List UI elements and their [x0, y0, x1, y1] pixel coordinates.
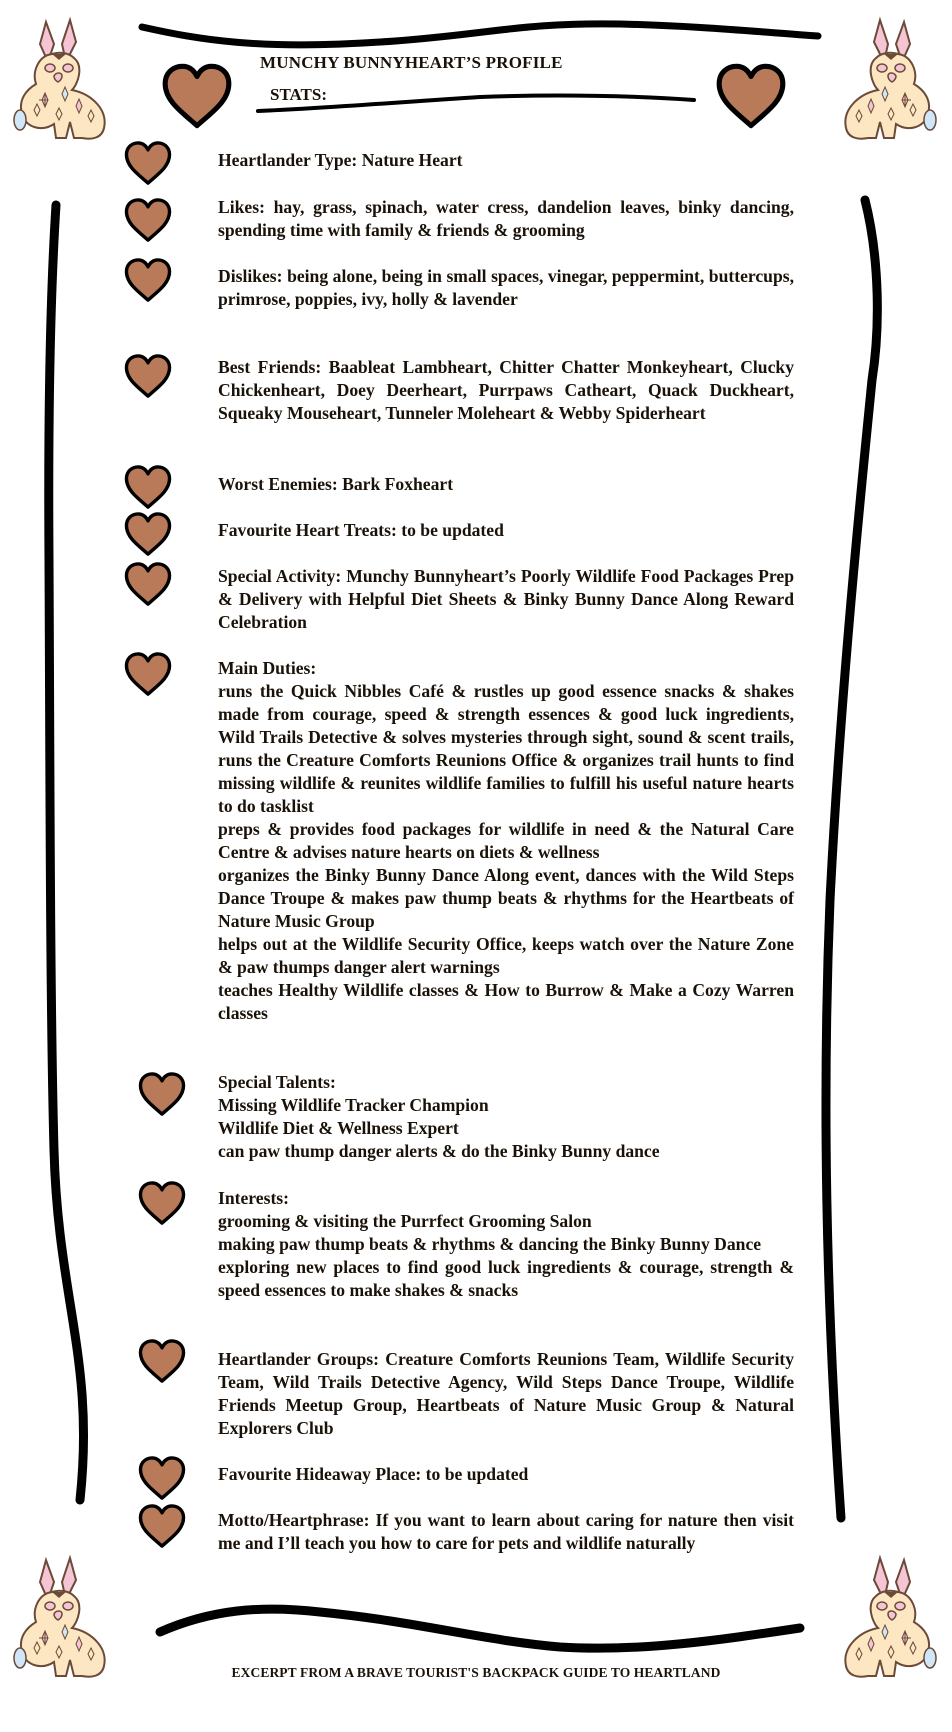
- duty-item: runs the Quick Nibbles Café & rustles up good essence snacks & shakes made from courage, speed & strength essences & good luck ingredients, Wild Trails Detective & solves mysteries through sight, sound & scent trails, runs the Creature Comforts Reunions Office & organizes trail hunts to find missing wildlife & reunites wildlife families to fulfill his useful nature hearts to do tasklist: [218, 681, 794, 816]
- bunny-illustration-bottom-right: [838, 1552, 938, 1680]
- section-interests: [218, 1187, 794, 1302]
- section-label: Dislikes:: [218, 266, 283, 286]
- section-value: Baableat Lambheart, Chitter Chatter Monkeyheart, Clucky Chickenheart, Doey Deerheart, Purrpaws Catheart, Quack Duckheart, Squeaky Mouseheart, Tunneler Moleheart & Webby Spiderheart: [218, 357, 794, 423]
- bunny-illustration-bottom-left: [12, 1552, 112, 1680]
- section-value: Nature Heart: [361, 150, 463, 170]
- section-heartlander-type: [218, 149, 794, 172]
- talent-item: Missing Wildlife Tracker Champion: [218, 1095, 489, 1115]
- section-label: Special Talents:: [218, 1072, 336, 1092]
- interest-item: exploring new places to find good luck ingredients & courage, strength & speed essences to make shakes & snacks: [218, 1257, 794, 1300]
- heart-icon: [135, 1071, 189, 1117]
- heart-icon: [135, 1338, 189, 1384]
- heart-icon: [121, 561, 175, 607]
- section-favourite-hideaway-place: [218, 1463, 794, 1486]
- footer-caption: EXCERPT FROM A BRAVE TOURIST'S BACKPACK GUIDE TO HEARTLAND: [231, 1665, 721, 1680]
- heart-icon: [121, 651, 175, 697]
- heart-icon-header-left: [156, 62, 238, 130]
- heart-icon: [121, 257, 175, 303]
- section-label: Special Activity:: [218, 566, 342, 586]
- section-label: Heartlander Groups:: [218, 1349, 380, 1369]
- section-value: to be updated: [401, 520, 504, 540]
- heart-icon: [121, 197, 175, 243]
- heart-icon: [121, 140, 175, 186]
- bunny-illustration-top-right: [838, 14, 938, 142]
- section-label: Interests:: [218, 1188, 290, 1208]
- section-special-activity: [218, 565, 794, 634]
- section-value: Creature Comforts Reunions Team, Wildlife Security Team, Wild Trails Detective Agency, Wild Steps Dance Troupe, Wildlife Friends Meetup Group, Heartbeats of Nature Music Group & Natural Explorers Club: [218, 1349, 794, 1438]
- section-label: Main Duties:: [218, 658, 317, 678]
- section-value: being alone, being in small spaces, vinegar, peppermint, buttercups, primrose, poppies, ivy, holly & lavender: [218, 266, 794, 309]
- section-value: Bark Foxheart: [342, 474, 454, 494]
- heart-icon-header-right: [710, 62, 792, 130]
- heart-icon: [121, 353, 175, 399]
- section-main-duties: [218, 657, 794, 1025]
- section-label: Best Friends:: [218, 357, 322, 377]
- duty-item: helps out at the Wildlife Security Office, keeps watch over the Nature Zone & paw thumps danger alert warnings: [218, 934, 794, 977]
- page-title: MUNCHY BUNNYHEART’S PROFILE: [260, 53, 563, 72]
- heart-icon: [135, 1455, 189, 1501]
- section-motto: [218, 1509, 794, 1555]
- section-label: Motto/Heartphrase:: [218, 1510, 370, 1530]
- section-label: Heartlander Type:: [218, 150, 358, 170]
- heart-icon: [121, 511, 175, 557]
- interest-item: grooming & visiting the Purrfect Grooming Salon: [218, 1211, 592, 1231]
- section-label: Favourite Hideaway Place:: [218, 1464, 422, 1484]
- duty-item: teaches Healthy Wildlife classes & How to Burrow & Make a Cozy Warren classes: [218, 980, 794, 1023]
- talent-item: can paw thump danger alerts & do the Binky Bunny dance: [218, 1141, 660, 1161]
- heart-icon: [135, 1503, 189, 1549]
- talent-item: Wildlife Diet & Wellness Expert: [218, 1118, 459, 1138]
- section-special-talents: [218, 1071, 794, 1163]
- heart-icon: [121, 464, 175, 510]
- section-label: Favourite Heart Treats:: [218, 520, 397, 540]
- right-border-line: [826, 200, 877, 1518]
- interest-item: making paw thump beats & rhythms & dancing the Binky Bunny Dance: [218, 1234, 762, 1254]
- section-likes: [218, 196, 794, 242]
- section-value: to be updated: [425, 1464, 529, 1484]
- section-label: Worst Enemies:: [218, 474, 338, 494]
- section-value: Munchy Bunnyheart’s Poorly Wildlife Food Packages Prep & Delivery with Helpful Diet Sheets & Binky Bunny Dance Along Reward Celebration: [218, 566, 794, 632]
- section-label: Likes:: [218, 197, 265, 217]
- bottom-wave-line: [160, 1609, 800, 1648]
- left-border-line: [49, 205, 84, 1500]
- stats-heading: STATS:: [270, 85, 328, 104]
- section-value: If you want to learn about caring for nature then visit me and I’ll teach you how to care for pets and wildlife naturally: [218, 1510, 794, 1553]
- section-heartlander-groups: [218, 1348, 794, 1440]
- duty-item: preps & provides food packages for wildlife in need & the Natural Care Centre & advises nature hearts on diets & wellness: [218, 819, 794, 862]
- duty-item: organizes the Binky Bunny Dance Along event, dances with the Wild Steps Dance Troupe & makes paw thump beats & rhythms for the Heartbeats of Nature Music Group: [218, 865, 794, 931]
- top-wave-line: [142, 24, 818, 45]
- section-worst-enemies: [218, 473, 794, 496]
- section-best-friends: [218, 356, 794, 425]
- section-value: hay, grass, spinach, water cress, dandelion leaves, binky dancing, spending time with family & friends & grooming: [218, 197, 794, 240]
- heart-icon: [135, 1180, 189, 1226]
- bunny-illustration-top-left: [12, 14, 112, 142]
- section-favourite-heart-treats: [218, 519, 794, 542]
- section-dislikes: [218, 265, 794, 311]
